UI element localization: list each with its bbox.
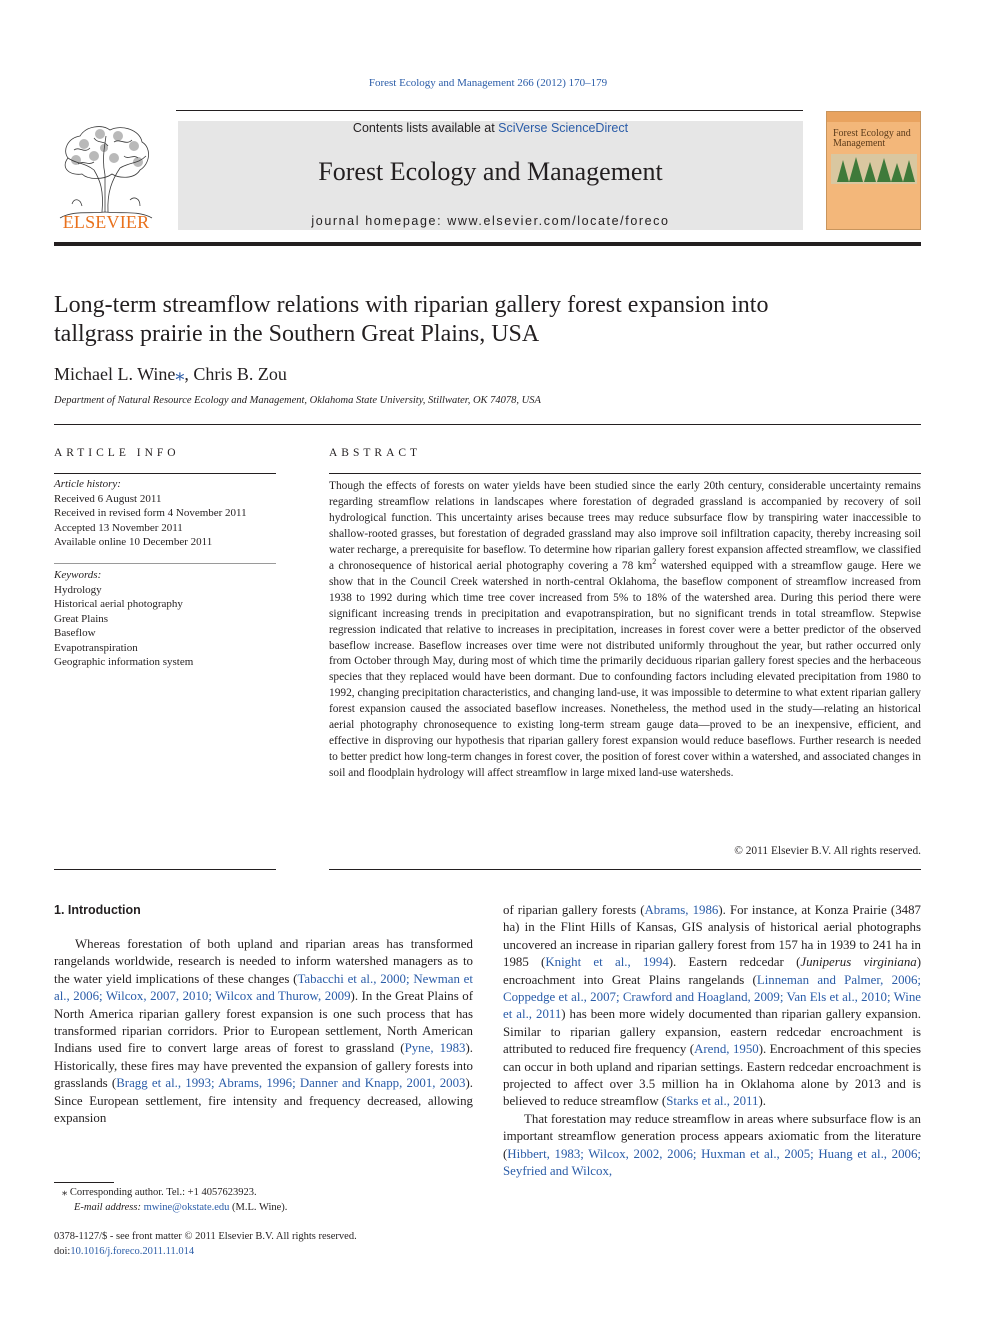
author-affiliation: Department of Natural Resource Ecology and Management, Oklahoma State University, Stillwater, OK 74078, USA [54,395,541,406]
citation-link[interactable]: Bragg et al., 1993; Abrams, 1996; Danner and Knapp, 2001, 2003 [116,1076,466,1091]
intro-paragraph-2 [503,1111,921,1181]
abstract-part-2: watershed equipped with a streamflow gauge. Here we show that in the Council Creek watershed in north-central Oklahoma, the baseflow component of streamflow increased from 1938 to 1992 during which time tree cover increased from 5% to 18% of the watershed area. During this period there were significant increasing trends in precipitation and evapotranspiration, but no significant trends in total streamflow. Stepwise regression indicated that relative to increases in precipitation, increases in forest cover were a better predictor of the observed baseflow increase. Baseflow increases over time were not distributed uniformly throughout the year, but rather occurred only from October through May, during most of which time the primarily deciduous riparian gallery forest species and the herbaceous species that they replaced would have been dormant. Due to confounding factors including elevated precipitation from 1980 to 1992, changing precipitation characteristics, and changing land-use, it was impossible to determine to what extent riparian gallery forest expansion caused the associated baseflow increases. Nonetheless, the method used in the study—relating an historical aerial photography chronosequence to existing long-term stream gauge data—proved to be an inexpensive, efficient, and effective in disproving our hypothesis that riparian gallery forest expansion would reduce baseflows. Further research is needed to better predict how long-term changes in forest cover, the position of forest cover within a watershed, and associated changes in soil and floodplain hydrology will affect streamflow in large mixed land-use watersheds. [329,559,921,780]
paragraph-text: That forestation may reduce streamflow in areas where subsurface flow is an important streamflow generation process appears axiomatic from the literature ( [503,1111,921,1161]
keyword-item: Great Plains [54,612,109,625]
history-accepted: Accepted 13 November 2011 [54,521,183,534]
corresponding-author-footnote [54,1185,474,1215]
paragraph-text: of riparian gallery forests ( [503,903,645,917]
keyword-item: Evapotranspiration [54,641,138,654]
sciencedirect-link[interactable]: SciVerse ScienceDirect [498,121,629,135]
cover-top-band [827,112,920,122]
issn-line: 0378-1127/$ - see front matter © 2011 Elsevier B.V. All rights reserved. [54,1231,357,1242]
keywords-label: Keywords: [54,569,102,581]
history-received: Received 6 August 2011 [54,492,162,505]
doi-link[interactable]: 10.1016/j.foreco.2011.11.014 [70,1245,195,1257]
corresponding-author-mark[interactable]: ⁎ [175,364,185,384]
keyword-item: Baseflow [54,627,96,639]
paragraph-text: ). Encroachment of this species can occur in both upland and riparian settings. Eastern redcedar encroachment is projected to affect over 3.5 million ha in Oklahoma alone by 2013 and is believed to reduce streamflow ( [503,1042,921,1109]
doi-prefix: doi: [54,1245,71,1257]
article-title: Long-term streamflow relations with riparian gallery forest expansion into tallgrass prairie in the Southern Great Plains, USA [54,292,769,347]
keywords-rule [54,563,276,564]
article-info-heading: ARTICLE INFO [54,447,180,459]
citation-link[interactable]: Linneman and Palmer, 2006; Coppedge et al., 2007; Crawford and Hoagland, 2009; Van Els et al., 2010; Wine et al., 2011 [503,972,922,1022]
citation-link[interactable]: Arend, 1950 [694,1042,759,1057]
paragraph-text: ). In the Great Plains of North America riparian gallery forest expansion is one such process that has transformed riparian corridors. Prior to European settlement, North American Indians used fire to convert large areas of forest to grassland ( [54,989,473,1056]
abstract-superscript: 2 [652,556,657,566]
citation-link[interactable]: Knight et al., 1994 [545,955,669,970]
citation-link[interactable]: Starks et al., 2011 [666,1094,759,1109]
article-info-rule [54,473,276,474]
intro-paragraph-1 [54,936,473,1127]
citation-link[interactable]: Tabacchi et al., 2000; Newman et al., 2006; Wilcox, 2007, 2010; Wilcox and Thurow, 2009 [54,971,473,1004]
abstract-heading: ABSTRACT [329,447,422,459]
paragraph-text: ) encroachment into Great Plains rangelands ( [503,955,922,987]
journal-homepage[interactable]: journal homepage: www.elsevier.com/locate/foreco [311,214,670,228]
masthead-bottom-rule [54,242,921,246]
cover-title: Forest Ecology and Management [833,128,911,149]
paragraph-text: ). For instance, at Konza Prairie (3487 ha) in the Flint Hills of Kansas, GIS analysis of historical aerial photographs uncovered an increase in riparian gallery forest from 157 ha in 1939 to 241 ha in 1985 ( [503,903,921,970]
paragraph-text: ) has been more widely documented than riparian gallery expansion. Similar to riparian gallery expansion, eastern redcedar encroachment is attributed to reduced fire frequency ( [503,1007,921,1057]
abstract-copyright: © 2011 Elsevier B.V. All rights reserved. [734,845,921,857]
paragraph-text: ). Eastern redcedar ( [668,955,801,970]
paragraph-text: ). Historically, these fires may have prevented the expansion of gallery forests into grasslands ( [54,1041,473,1091]
intro-paragraph-1-continued [503,902,921,1111]
body-column-right [503,902,921,1181]
paragraph-text: ). [758,1094,766,1109]
citation-link[interactable]: Pyne, 1983 [404,1041,466,1056]
species-name: Juniperus virginiana [800,955,917,970]
author-wine[interactable]: Michael L. Wine [54,364,176,384]
article-info-end-rule [54,869,276,870]
abstract-end-rule [329,869,921,870]
masthead-top-rule [176,110,803,111]
article-history [54,477,276,550]
email-link[interactable]: mwine@okstate.edu [143,1202,230,1213]
keyword-item: Hydrology [54,583,102,596]
history-revised: Received in revised form 4 November 2011 [54,507,247,519]
footnote-rule [54,1182,114,1183]
keywords-list [54,568,276,670]
paragraph-text: ). Since European settlement, fire intensity and frequency decreased, allowing expansion [54,1076,473,1126]
abstract-text [329,479,921,782]
history-label: Article history: [54,478,121,490]
citation-link[interactable]: Abrams, 1986 [644,903,719,917]
author-zou[interactable]: Chris B. Zou [193,364,287,384]
contents-prefix: Contents lists available at [352,121,499,135]
email-label: E-mail address: [74,1202,141,1213]
paragraph-text: Whereas forestation of both upland and riparian areas has transformed rangelands worldwide, research is needed to inform watershed managers as to the water yield implications of these changes ( [54,937,473,986]
keyword-item: Geographic information system [54,656,194,668]
body-column-left [54,936,473,1127]
history-online: Available online 10 December 2011 [54,536,213,548]
cover-forest-image-icon [831,154,917,184]
contents-line [178,121,803,135]
footnote-mark: ⁎ [62,1187,68,1198]
front-matter [54,1230,474,1259]
author-list [54,364,287,385]
affiliation-rule [54,424,921,425]
email-suffix: (M.L. Wine). [229,1202,288,1213]
introduction-heading: 1. Introduction [54,903,141,917]
elsevier-wordmark: ELSEVIER [62,212,150,232]
abstract-rule [329,473,921,474]
abstract-part-1: Though the effects of forests on water yields have been studied since the early 20th century, considerable uncertainty remains regarding streamflow relations in landscapes where forestation of degraded grassland is accompanied by recovery of soil hydrological function. This uncertainty arises because trees may reduce subsurface flow by transpiring water inaccessible to shallow-rooted grasses, but forestation of degraded grassland may also improve soil infiltration capacity, thereby increasing soil water recharge, a prerequisite for baseflow. To determine how riparian gallery forest expansion affected streamflow, we classified a chronosequence of historical aerial photography covering a 78 km [329,480,921,572]
journal-cover-thumbnail[interactable] [826,111,921,230]
citation-link[interactable]: Hibbert, 1983; Wilcox, 2002, 2006; Huxman et al., 2005; Huang et al., 2006; Seyfried and Wilcox, [503,1146,921,1179]
footnote-corresponding: Corresponding author. Tel.: +1 4057623923. [69,1187,257,1198]
running-header[interactable]: Forest Ecology and Management 266 (2012) 170–179 [368,77,608,89]
keyword-item: Historical aerial photography [54,598,183,610]
journal-name: Forest Ecology and Management [318,157,663,186]
author-separator: , [184,364,194,384]
